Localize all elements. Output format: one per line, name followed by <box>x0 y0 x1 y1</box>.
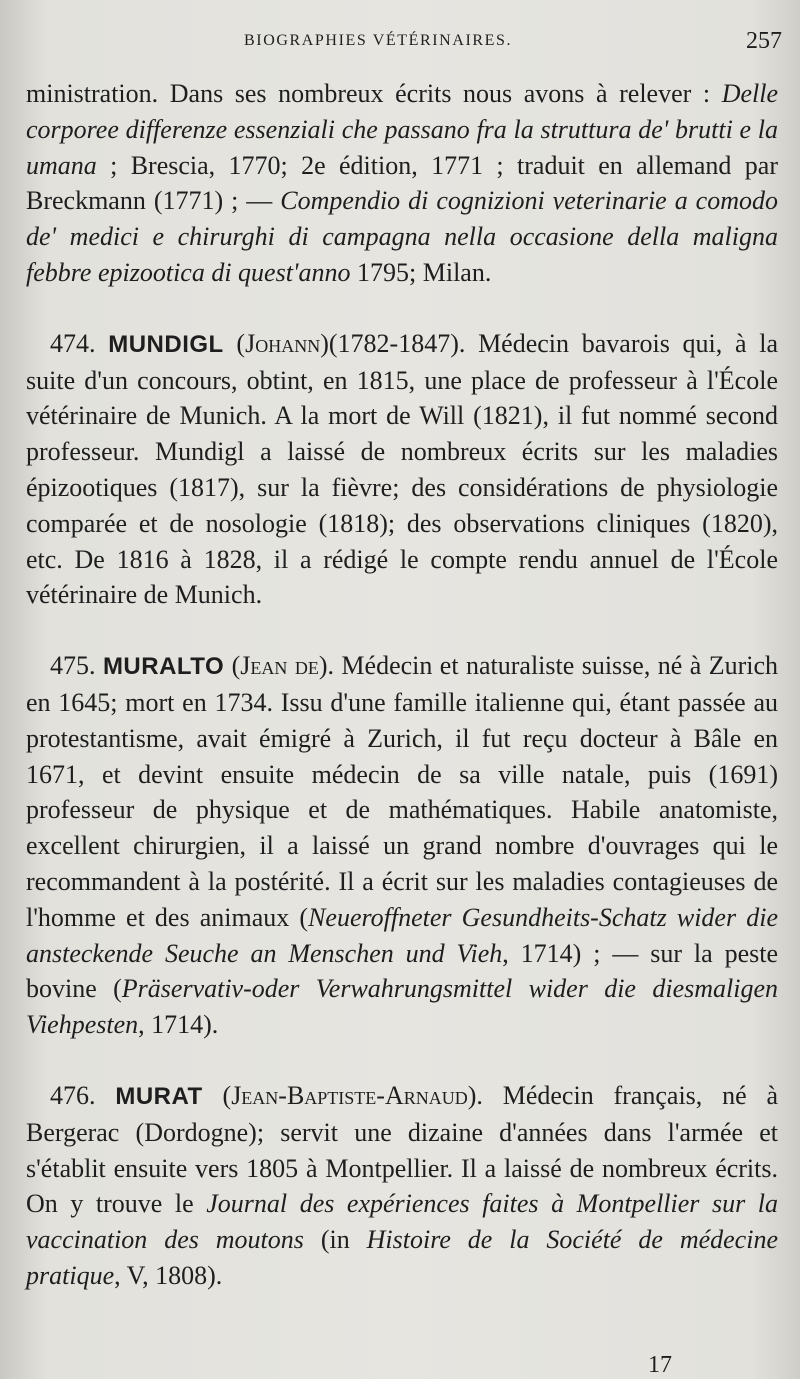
continued-paragraph <box>26 76 778 291</box>
text-run: (in <box>303 1225 367 1255</box>
entry-474 <box>26 326 778 613</box>
text-run: ) <box>320 328 329 358</box>
text-run: , V, 1808). <box>114 1260 223 1290</box>
text-run: ) <box>318 651 328 681</box>
text-run: ( <box>223 328 246 358</box>
body-text <box>26 76 778 1294</box>
italic-title: Journal des expériences faites à Montpellier sur la vaccination des moutons <box>26 1189 779 1255</box>
entry-given-name: Jean-Baptiste-Arnaud <box>231 1080 468 1110</box>
text-run: ( <box>224 651 241 681</box>
entry-given-name: Johann <box>245 328 321 358</box>
text-run: ; Brescia, 1770; 2e édition, 1771 ; traduit en allemand par Breckmann (1771) ; — <box>26 150 778 216</box>
page-number: 257 <box>746 28 782 54</box>
entry-number: 475. <box>50 651 96 681</box>
entry-text: (1782-1847). Médecin bavarois qui, à la suite d'un concours, obtint, en 1815, une place de professeur à l'École vétérinaire de Munich. A la mort de Will (1821), il fut nommé second professeur. Mundigl a laissé de nombreux écrits sur les maladies épizootiques (1817), sur la fièvre; des considérations de physiologie comparée et de nosologie (1818); des observations cliniques (1820), etc. De 1816 à 1828, il a rédigé le compte rendu annuel de l'École vétérinaire de Munich. <box>26 328 778 610</box>
entry-name: MURAT <box>115 1082 203 1110</box>
text-run: ( <box>202 1080 232 1110</box>
text-run: , 1714) ; — sur la peste bovine ( <box>26 938 778 1004</box>
entry-number: 476. <box>50 1080 96 1110</box>
italic-title: Neueroffneter Gesundheits-Schatz wider die ansteckende Seuche an Menschen und Vieh <box>26 902 778 968</box>
italic-title: Delle corporee differenze essenziali che passano fra la struttura de' brutti e la umana <box>26 79 778 180</box>
italic-title: Histoire de la Société de médecine pratique <box>26 1225 778 1290</box>
italic-title: Präservativ-oder Verwahrungsmittel wider die diesmaligen Viehpesten <box>26 974 778 1040</box>
text-run: . Médecin français, né à Bergerac (Dordogne); servit une dizaine d'années dans l'armée et s'établit ensuite vers 1805 à Montpellier. Il a laissé de nombreux écrits. On y trouve le <box>26 1080 779 1219</box>
text-run: , 1714). <box>138 1010 219 1040</box>
entry-475 <box>26 648 778 1043</box>
running-head <box>0 30 800 56</box>
text-run: . Médecin et naturaliste suisse, né à Zurich en 1645; mort en 1734. Issu d'une famille italienne qui, étant passée au protestantisme, avait émigré à Zurich, il fut reçu docteur à Bâle en 1671, et devint ensuite médecin de sa ville natale, puis (1691) professeur de physique et de mathématiques. Habile anatomiste, excellent chirurgien, il a laissé un grand nombre d'ouvrages qui le recommandent à la postérité. Il a écrit sur les maladies contagieuses de l'homme et des animaux ( <box>26 651 778 932</box>
italic-title: Compendio di cognizioni veterinarie a comodo de' medici e chirurghi di campagna nella occasione della maligna febbre epizootica di quest'anno <box>26 186 778 287</box>
entry-476 <box>26 1078 778 1294</box>
entry-given-name: Jean de <box>240 651 319 681</box>
running-title: BIOGRAPHIES VÉTÉRINAIRES. <box>244 32 513 49</box>
entry-name: MURALTO <box>102 653 225 681</box>
entry-number: 474. <box>50 328 96 358</box>
signature-mark: 17 <box>648 1352 672 1378</box>
entry-name: MUNDIGL <box>108 330 224 358</box>
text-run: ministration. Dans ses nombreux écrits nous avons à relever : <box>26 79 722 108</box>
text-run: 1795; Milan. <box>350 257 492 287</box>
text-run: ) <box>467 1080 477 1110</box>
